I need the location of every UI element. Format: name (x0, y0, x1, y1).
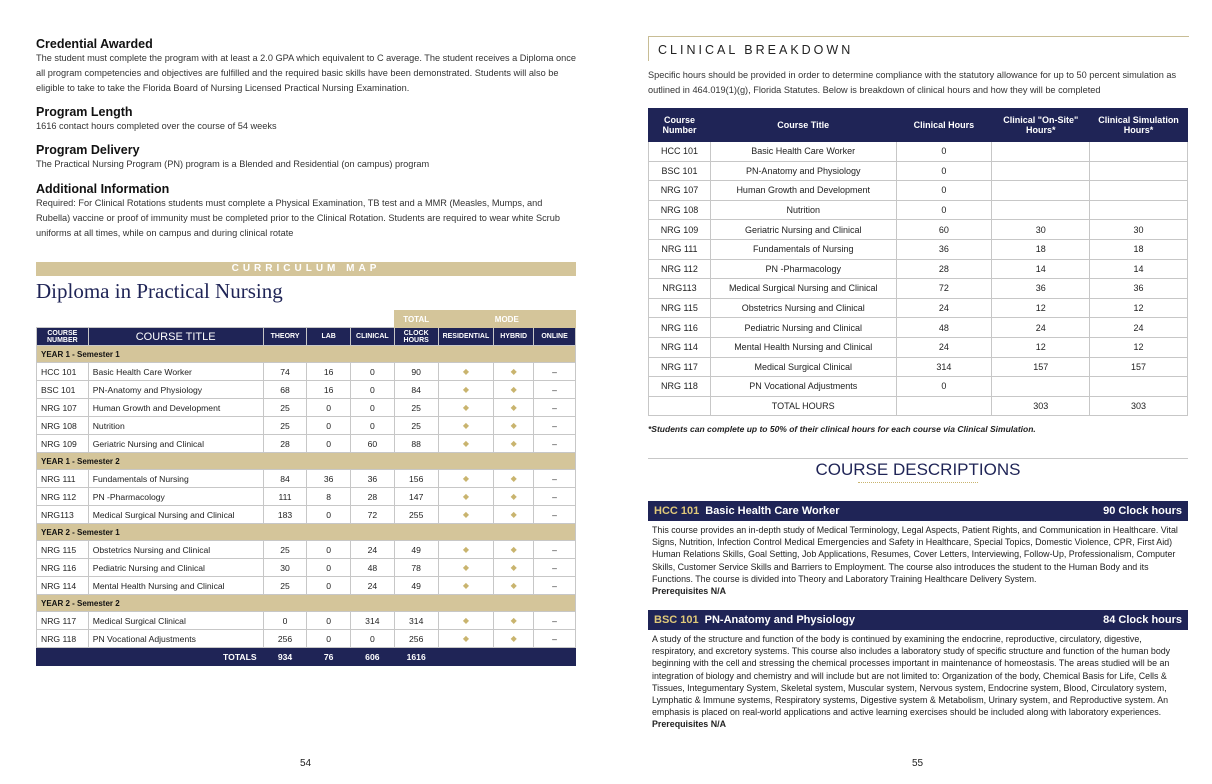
col-lab: LAB (307, 328, 350, 346)
cell-clinical: 28 (896, 259, 992, 279)
col-simulation-hours: Clinical Simulation Hours* (1090, 109, 1188, 142)
course-name: Basic Health Care Worker (705, 505, 840, 517)
course-descriptions-title: COURSE DESCRIPTIONS (815, 460, 1021, 479)
total-hours-row (649, 396, 1188, 416)
clock-hours: 156 (394, 470, 438, 488)
table-row (37, 363, 576, 381)
col-clinical: CLINICAL (350, 328, 394, 346)
course-title: Medical Surgical Nursing and Clinical (88, 506, 263, 524)
cell-num: NRG 109 (649, 220, 711, 240)
cell-sim: 12 (1090, 298, 1188, 318)
curriculum-body (37, 346, 576, 666)
course-description: This course provides an in-depth study of Medical Terminology, Legal Aspects, Patient Rights, and Communication in Healthcare. Vital Signs, Nutrition, Infection Control Medical Emergencies and Safety in Healthcare, Special Topics, Domestic Violence, CPR, First Aid) Human Relations Skills, Goal Setting, Job Applications, Resumes, Cover Letters, Interviewing, Follow-Up, Professionalism, Computer Skills, Customer Service Skills and Barriers to Employment. The course also introduces the student to the Human Body and its Functions. The course is divided into Theory and Laboratory Training Healthcare Delivery System. Prerequisites N/A (652, 525, 1178, 597)
cell-sim: 303 (1090, 396, 1188, 416)
cell-clinical: 24 (896, 337, 992, 357)
table-row (649, 142, 1188, 162)
total-clock: 1616 (394, 648, 438, 666)
cell-onsite: 14 (992, 259, 1090, 279)
page-number: 54 (300, 758, 312, 769)
course-number: NRG 111 (37, 470, 89, 488)
prerequisites: Prerequisites N/A (652, 586, 726, 597)
col-clock-hours: CLOCK HOURS (394, 328, 438, 346)
theory-hours: 28 (263, 435, 307, 453)
lab-hours: 0 (307, 612, 350, 630)
cell-num: NRG 114 (649, 337, 711, 357)
total-lab: 76 (307, 648, 350, 666)
online-dash: – (534, 577, 576, 595)
lab-hours: 36 (307, 470, 350, 488)
semester-label: YEAR 2 - Semester 2 (37, 595, 576, 612)
hybrid-diamond-icon: ◆ (494, 541, 534, 559)
cell-sim: 14 (1090, 259, 1188, 279)
clock-hours: 84 (394, 381, 438, 399)
online-dash: – (534, 381, 576, 399)
theory-hours: 256 (263, 630, 307, 648)
online-dash: – (534, 399, 576, 417)
clinical-hours: 60 (350, 435, 394, 453)
cell-clinical: 0 (896, 161, 992, 181)
col-theory: THEORY (263, 328, 307, 346)
cell-num: HCC 101 (649, 142, 711, 162)
cell-clinical: 60 (896, 220, 992, 240)
theory-hours: 183 (263, 506, 307, 524)
online-dash: – (534, 541, 576, 559)
table-row (649, 239, 1188, 259)
section-heading: Program Delivery (36, 143, 140, 157)
lab-hours: 16 (307, 381, 350, 399)
lab-hours: 0 (307, 541, 350, 559)
clock-hours: 25 (394, 399, 438, 417)
table-row (37, 435, 576, 453)
theory-hours: 111 (263, 488, 307, 506)
lab-hours: 16 (307, 363, 350, 381)
clock-hours: 90 (394, 363, 438, 381)
cell-num: NRG 107 (649, 181, 711, 201)
course-header (648, 501, 1188, 521)
cell-onsite (992, 181, 1090, 201)
course-title: Basic Health Care Worker (88, 363, 263, 381)
course-number: NRG 112 (37, 488, 89, 506)
table-row (37, 381, 576, 399)
course-bsc101 (648, 610, 1188, 734)
cell-onsite: 12 (992, 298, 1090, 318)
hybrid-diamond-icon: ◆ (494, 630, 534, 648)
cell-onsite (992, 161, 1090, 181)
section-text: Required: For Clinical Rotations students must complete a Physical Examination, TB test and a MMR (Measles, Mumps, and Rubella) vaccine or proof of immunity must be completed prior to the Clinical Rotation. Students are required to wear white Scrub uniforms at all times, while on campus and during clinical rotate (36, 198, 560, 238)
cell-title: Obstetrics Nursing and Clinical (710, 298, 896, 318)
section-heading: Additional Information (36, 182, 170, 196)
cell-num: NRG 116 (649, 318, 711, 338)
course-number: NRG113 (37, 506, 89, 524)
course-code: BSC 101 (654, 614, 699, 626)
cell-title: PN -Pharmacology (710, 259, 896, 279)
cell-num: NRG 112 (649, 259, 711, 279)
residential-diamond-icon: ◆ (438, 435, 494, 453)
residential-diamond-icon: ◆ (438, 381, 494, 399)
hybrid-diamond-icon: ◆ (494, 363, 534, 381)
section-heading: Credential Awarded (36, 37, 153, 51)
col-course-title: Course Title (710, 109, 896, 142)
online-dash: – (534, 363, 576, 381)
table-row (649, 279, 1188, 299)
clock-hours: 25 (394, 417, 438, 435)
course-name: PN-Anatomy and Physiology (704, 614, 855, 626)
lab-hours: 8 (307, 488, 350, 506)
cell-clinical: 0 (896, 181, 992, 201)
semester-label: YEAR 1 - Semester 1 (37, 346, 576, 363)
semester-row (37, 595, 576, 612)
online-dash: – (534, 488, 576, 506)
table-row (37, 559, 576, 577)
cell-sim (1090, 161, 1188, 181)
cell-title: Pediatric Nursing and Clinical (710, 318, 896, 338)
title-underline (858, 482, 978, 483)
cell-onsite: 303 (992, 396, 1090, 416)
course-title: Pediatric Nursing and Clinical (88, 559, 263, 577)
cell-clinical: 24 (896, 298, 992, 318)
course-title: Fundamentals of Nursing (88, 470, 263, 488)
course-title: Nutrition (88, 417, 263, 435)
clinical-hours: 36 (350, 470, 394, 488)
mode-group-header: MODE (438, 311, 575, 328)
residential-diamond-icon: ◆ (438, 630, 494, 648)
divider (648, 458, 1188, 459)
course-header (648, 610, 1188, 630)
cell-clinical: 0 (896, 200, 992, 220)
residential-diamond-icon: ◆ (438, 559, 494, 577)
clinical-hours: 48 (350, 559, 394, 577)
cell-onsite: 36 (992, 279, 1090, 299)
clinical-hours: 0 (350, 630, 394, 648)
hybrid-diamond-icon: ◆ (494, 506, 534, 524)
course-number: NRG 115 (37, 541, 89, 559)
cell-sim: 24 (1090, 318, 1188, 338)
cell-onsite: 18 (992, 239, 1090, 259)
cell-sim: 12 (1090, 337, 1188, 357)
table-row (37, 630, 576, 648)
course-hours: 90 Clock hours (1103, 505, 1182, 517)
table-row (649, 220, 1188, 240)
table-row (649, 161, 1188, 181)
theory-hours: 25 (263, 399, 307, 417)
table-row (649, 181, 1188, 201)
total-theory: 934 (263, 648, 307, 666)
online-dash: – (534, 506, 576, 524)
semester-row (37, 346, 576, 363)
course-number: NRG 116 (37, 559, 89, 577)
breakdown-intro: Specific hours should be provided in order to determine compliance with the statutory allowance for up to 50 percent simulation as outlined in 464.019(1)(g), Florida Statutes. Below is breakdown of clinical hours and how they will be completed (648, 70, 1177, 95)
course-title: Human Growth and Development (88, 399, 263, 417)
page-number: 55 (912, 758, 924, 769)
clinical-body (649, 142, 1188, 416)
cell-clinical: 314 (896, 357, 992, 377)
table-row (37, 612, 576, 630)
course-number: NRG 108 (37, 417, 89, 435)
residential-diamond-icon: ◆ (438, 506, 494, 524)
hybrid-diamond-icon: ◆ (494, 399, 534, 417)
table-row (37, 399, 576, 417)
cell-clinical (896, 396, 992, 416)
course-number: NRG 118 (37, 630, 89, 648)
right-page (648, 0, 1188, 784)
theory-hours: 25 (263, 417, 307, 435)
course-number: NRG 109 (37, 435, 89, 453)
section-heading: Program Length (36, 105, 133, 119)
online-dash: – (534, 470, 576, 488)
cell-clinical: 72 (896, 279, 992, 299)
cell-title: Nutrition (710, 200, 896, 220)
table-row (37, 488, 576, 506)
cell-num: NRG 111 (649, 239, 711, 259)
totals-row (37, 648, 576, 666)
clinical-hours: 72 (350, 506, 394, 524)
cell-title: Geriatric Nursing and Clinical (710, 220, 896, 240)
hybrid-diamond-icon: ◆ (494, 559, 534, 577)
theory-hours: 84 (263, 470, 307, 488)
course-title: Obstetrics Nursing and Clinical (88, 541, 263, 559)
cell-title: Human Growth and Development (710, 181, 896, 201)
residential-diamond-icon: ◆ (438, 417, 494, 435)
lab-hours: 0 (307, 399, 350, 417)
course-code: HCC 101 (654, 505, 700, 517)
cell-num (649, 396, 711, 416)
theory-hours: 30 (263, 559, 307, 577)
table-row (649, 337, 1188, 357)
table-row (37, 506, 576, 524)
col-course-number: Course Number (649, 109, 711, 142)
table-row (649, 318, 1188, 338)
curriculum-table (36, 310, 576, 666)
cell-clinical: 0 (896, 377, 992, 397)
cell-num: NRG 115 (649, 298, 711, 318)
program-delivery-section (36, 143, 576, 172)
clinical-hours: 24 (350, 541, 394, 559)
course-title: PN -Pharmacology (88, 488, 263, 506)
clock-hours: 88 (394, 435, 438, 453)
additional-info-section (36, 182, 576, 241)
cell-sim: 157 (1090, 357, 1188, 377)
col-clinical-hours: Clinical Hours (896, 109, 992, 142)
course-number: HCC 101 (37, 363, 89, 381)
clinical-hours: 28 (350, 488, 394, 506)
table-row (649, 357, 1188, 377)
clinical-hours: 24 (350, 577, 394, 595)
lab-hours: 0 (307, 506, 350, 524)
total-clinical: 606 (350, 648, 394, 666)
col-hybrid: HYBRID (494, 328, 534, 346)
lab-hours: 0 (307, 417, 350, 435)
course-number: NRG 117 (37, 612, 89, 630)
curriculum-title: Diploma in Practical Nursing (36, 279, 283, 303)
col-course-title: COURSE TITLE (88, 328, 263, 346)
cell-sim (1090, 200, 1188, 220)
clock-hours: 314 (394, 612, 438, 630)
residential-diamond-icon: ◆ (438, 488, 494, 506)
clinical-breakdown-table (648, 108, 1188, 416)
cell-onsite (992, 377, 1090, 397)
cell-onsite (992, 142, 1090, 162)
clinical-hours: 314 (350, 612, 394, 630)
course-title: PN Vocational Adjustments (88, 630, 263, 648)
section-text: The student must complete the program with at least a 2.0 GPA which equivalent to C average. The student receives a Diploma once all program competencies and objectives are fulfilled and the required basic skills have been demonstrated. Students will also be eligible to take to take the Florida Board of Nursing Licensed Practical Nursing Examination. (36, 53, 576, 93)
hybrid-diamond-icon: ◆ (494, 612, 534, 630)
table-row (37, 417, 576, 435)
table-row (37, 470, 576, 488)
hybrid-diamond-icon: ◆ (494, 381, 534, 399)
cell-num: BSC 101 (649, 161, 711, 181)
cell-clinical: 0 (896, 142, 992, 162)
cell-onsite: 24 (992, 318, 1090, 338)
col-residential: RESIDENTIAL (438, 328, 494, 346)
course-title: Geriatric Nursing and Clinical (88, 435, 263, 453)
cell-sim (1090, 181, 1188, 201)
residential-diamond-icon: ◆ (438, 612, 494, 630)
semester-label: YEAR 1 - Semester 2 (37, 453, 576, 470)
cell-clinical: 36 (896, 239, 992, 259)
hybrid-diamond-icon: ◆ (494, 470, 534, 488)
cell-onsite (992, 200, 1090, 220)
semester-label: YEAR 2 - Semester 1 (37, 524, 576, 541)
cell-title: Mental Health Nursing and Clinical (710, 337, 896, 357)
residential-diamond-icon: ◆ (438, 363, 494, 381)
cell-title: Basic Health Care Worker (710, 142, 896, 162)
course-hcc101 (648, 501, 1188, 600)
col-online: ONLINE (534, 328, 576, 346)
residential-diamond-icon: ◆ (438, 470, 494, 488)
course-description: A study of the structure and function of the body is continued by examining the endocrine, reproductive, circulatory, digestive, respiratory, and excretory systems. This course also includes a laboratory study of specific structure and function of the human body beginning with the cell and stressing the chemical processes important in maintenance of homeostasis. The areas studied will be an integration of biology and chemistry and will include but are not limited to: Organization of the body, Chemical Basis for Life, Cells & Tissues, Integumentary System, Skeletal system, Muscular system, Nervous system, Endocrine system, Blood, Circulatory system, Lymphatic & Immune systems, Respiratory systems, Digestive system & Metabolism, Urinary system, and Reproductive system. An emphasis is placed on real-world applications and active learning exercises should be included along with laboratory experiences. Prerequisites N/A (652, 634, 1171, 730)
cell-title: Fundamentals of Nursing (710, 239, 896, 259)
cell-title: TOTAL HOURS (710, 396, 896, 416)
prerequisites: Prerequisites N/A (652, 719, 726, 730)
cell-title: PN-Anatomy and Physiology (710, 161, 896, 181)
col-course-number: COURSE NUMBER (37, 328, 89, 346)
table-row (37, 541, 576, 559)
course-number: BSC 101 (37, 381, 89, 399)
cell-sim (1090, 377, 1188, 397)
residential-diamond-icon: ◆ (438, 399, 494, 417)
lab-hours: 0 (307, 559, 350, 577)
cell-num: NRG113 (649, 279, 711, 299)
theory-hours: 74 (263, 363, 307, 381)
semester-row (37, 453, 576, 470)
cell-sim: 36 (1090, 279, 1188, 299)
hybrid-diamond-icon: ◆ (494, 435, 534, 453)
theory-hours: 0 (263, 612, 307, 630)
cell-title: Medical Surgical Clinical (710, 357, 896, 377)
clinical-hours: 0 (350, 417, 394, 435)
table-row (649, 298, 1188, 318)
table-row (649, 259, 1188, 279)
clinical-hours: 0 (350, 363, 394, 381)
online-dash: – (534, 630, 576, 648)
program-length-section (36, 105, 576, 134)
hybrid-diamond-icon: ◆ (494, 417, 534, 435)
lab-hours: 0 (307, 435, 350, 453)
cell-num: NRG 117 (649, 357, 711, 377)
table-row (37, 577, 576, 595)
course-title: Medical Surgical Clinical (88, 612, 263, 630)
course-number: NRG 114 (37, 577, 89, 595)
totals-label: TOTALS (37, 648, 264, 666)
cell-clinical: 48 (896, 318, 992, 338)
hybrid-diamond-icon: ◆ (494, 577, 534, 595)
lab-hours: 0 (307, 577, 350, 595)
clock-hours: 256 (394, 630, 438, 648)
col-onsite-hours: Clinical "On-Site" Hours* (992, 109, 1090, 142)
cell-num: NRG 118 (649, 377, 711, 397)
cell-title: PN Vocational Adjustments (710, 377, 896, 397)
table-row (649, 200, 1188, 220)
residential-diamond-icon: ◆ (438, 541, 494, 559)
cell-sim (1090, 142, 1188, 162)
section-text: The Practical Nursing Program (PN) program is a Blended and Residential (on campus) program (36, 159, 430, 169)
simulation-note: *Students can complete up to 50% of their clinical hours for each course via Clinical Simulation. (648, 424, 1036, 434)
online-dash: – (534, 612, 576, 630)
theory-hours: 25 (263, 541, 307, 559)
clock-hours: 78 (394, 559, 438, 577)
clock-hours: 49 (394, 541, 438, 559)
semester-row (37, 524, 576, 541)
section-text: 1616 contact hours completed over the course of 54 weeks (36, 121, 277, 131)
hybrid-diamond-icon: ◆ (494, 488, 534, 506)
cell-sim: 30 (1090, 220, 1188, 240)
credential-section (36, 37, 576, 96)
cell-num: NRG 108 (649, 200, 711, 220)
clinical-hours: 0 (350, 399, 394, 417)
clock-hours: 255 (394, 506, 438, 524)
course-title: PN-Anatomy and Physiology (88, 381, 263, 399)
cell-onsite: 157 (992, 357, 1090, 377)
online-dash: – (534, 559, 576, 577)
cell-onsite: 30 (992, 220, 1090, 240)
course-title: Mental Health Nursing and Clinical (88, 577, 263, 595)
clinical-hours: 0 (350, 381, 394, 399)
online-dash: – (534, 435, 576, 453)
cell-sim: 18 (1090, 239, 1188, 259)
cell-onsite: 12 (992, 337, 1090, 357)
total-group-header: TOTAL (394, 311, 438, 328)
breakdown-title: CLINICAL BREAKDOWN (658, 43, 854, 57)
course-hours: 84 Clock hours (1103, 614, 1182, 626)
lab-hours: 0 (307, 630, 350, 648)
clock-hours: 147 (394, 488, 438, 506)
left-page (36, 0, 576, 784)
clock-hours: 49 (394, 577, 438, 595)
theory-hours: 68 (263, 381, 307, 399)
online-dash: – (534, 417, 576, 435)
cell-title: Medical Surgical Nursing and Clinical (710, 279, 896, 299)
curriculum-map-bar: CURRICULUM MAP (36, 262, 576, 276)
course-number: NRG 107 (37, 399, 89, 417)
theory-hours: 25 (263, 577, 307, 595)
table-row (649, 377, 1188, 397)
residential-diamond-icon: ◆ (438, 577, 494, 595)
